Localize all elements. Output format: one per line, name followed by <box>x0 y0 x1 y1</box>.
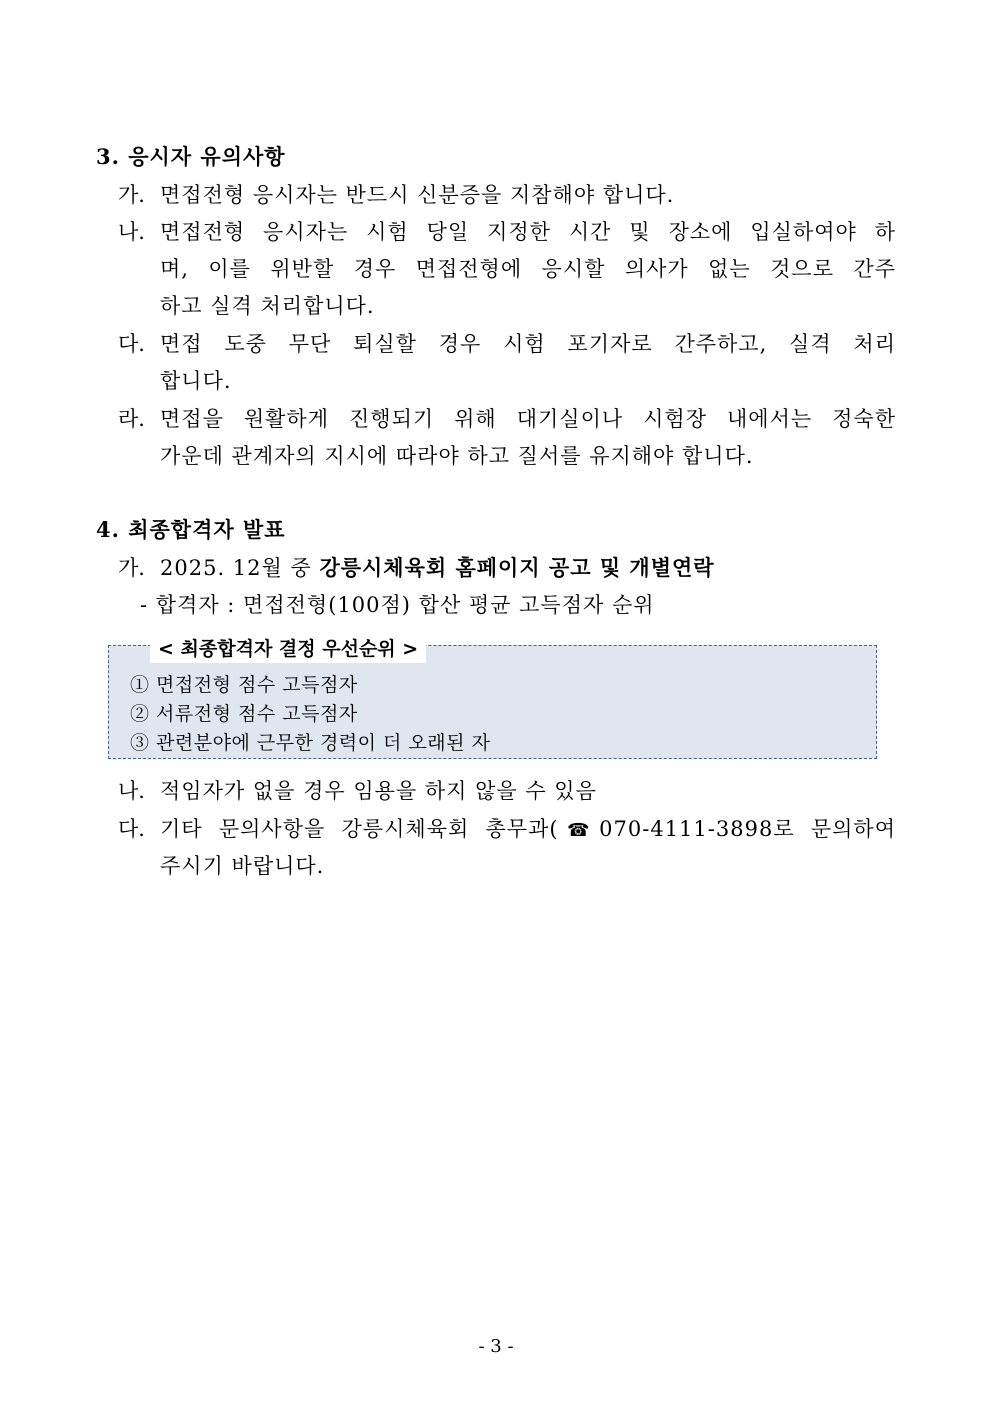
section4-heading: 4. 최종합격자 발표 <box>96 517 286 542</box>
section3-item-da-marker: 다. <box>118 332 145 356</box>
section3-item-ra-line2: 가운데 관계자의 지시에 따라야 하고 질서를 유지해야 합니다. <box>160 444 754 468</box>
priority-item-2: ② 서류전형 점수 고득점자 <box>130 703 358 725</box>
priority-item-3: ③ 관련분야에 근무한 경력이 더 오래된 자 <box>130 732 491 754</box>
announcement-date-text: 2025. 12월 중 <box>160 556 320 580</box>
section4-item-ga-marker: 가. <box>118 556 145 580</box>
contact-phone-text: 070-4111-3898로 문의하여 <box>599 817 897 841</box>
section3-heading: 3. 응시자 유의사항 <box>96 144 286 169</box>
priority-box-title: < 최종합격자 결정 우선순위 > <box>150 636 426 663</box>
section3-item-na-line1: 면접전형 응시자는 시험 당일 지정한 시간 및 장소에 입실하여야 하 <box>160 220 896 244</box>
section3-item-ga-marker: 가. <box>118 183 145 207</box>
section4-item-ga-text <box>160 552 715 582</box>
section3-item-ga-text: 면접전형 응시자는 반드시 신분증을 지참해야 합니다. <box>160 183 675 207</box>
page-number: - 3 - <box>478 1336 514 1357</box>
section3-item-ra-line1: 면접을 원활하게 진행되기 위해 대기실이나 시험장 내에서는 정숙한 <box>160 407 896 431</box>
passer-criteria-note: - 합격자 : 면접전형(100점) 합산 평균 고득점자 순위 <box>140 593 655 617</box>
contact-text: 기타 문의사항을 강릉시체육회 총무과( <box>160 817 559 841</box>
priority-item-1: ① 면접전형 점수 고득점자 <box>130 674 358 696</box>
section3-item-ra-marker: 라. <box>118 407 145 431</box>
phone-icon: ☎ <box>558 820 600 841</box>
section3-item-na-marker: 나. <box>118 220 145 244</box>
section3-item-da-line1: 면접 도중 무단 퇴실할 경우 시험 포기자로 간주하고, 실격 처리 <box>160 332 896 356</box>
announcement-method-text: 강릉시체육회 홈페이지 공고 및 개별연락 <box>319 555 715 580</box>
section4-item-na-text: 적임자가 없을 경우 임용을 하지 않을 수 있음 <box>160 779 597 803</box>
section3-item-na-line3: 하고 실격 처리합니다. <box>160 294 375 318</box>
section4-item-da-line1 <box>160 813 896 843</box>
section3-item-da-line2: 합니다. <box>160 369 232 393</box>
section4-item-na-marker: 나. <box>118 779 145 803</box>
section3-item-na-line2: 며, 이를 위반할 경우 면접전형에 응시할 의사가 없는 것으로 간주 <box>160 257 896 281</box>
section4-item-da-marker: 다. <box>118 817 145 841</box>
section4-item-da-line2: 주시기 바랍니다. <box>160 854 325 878</box>
